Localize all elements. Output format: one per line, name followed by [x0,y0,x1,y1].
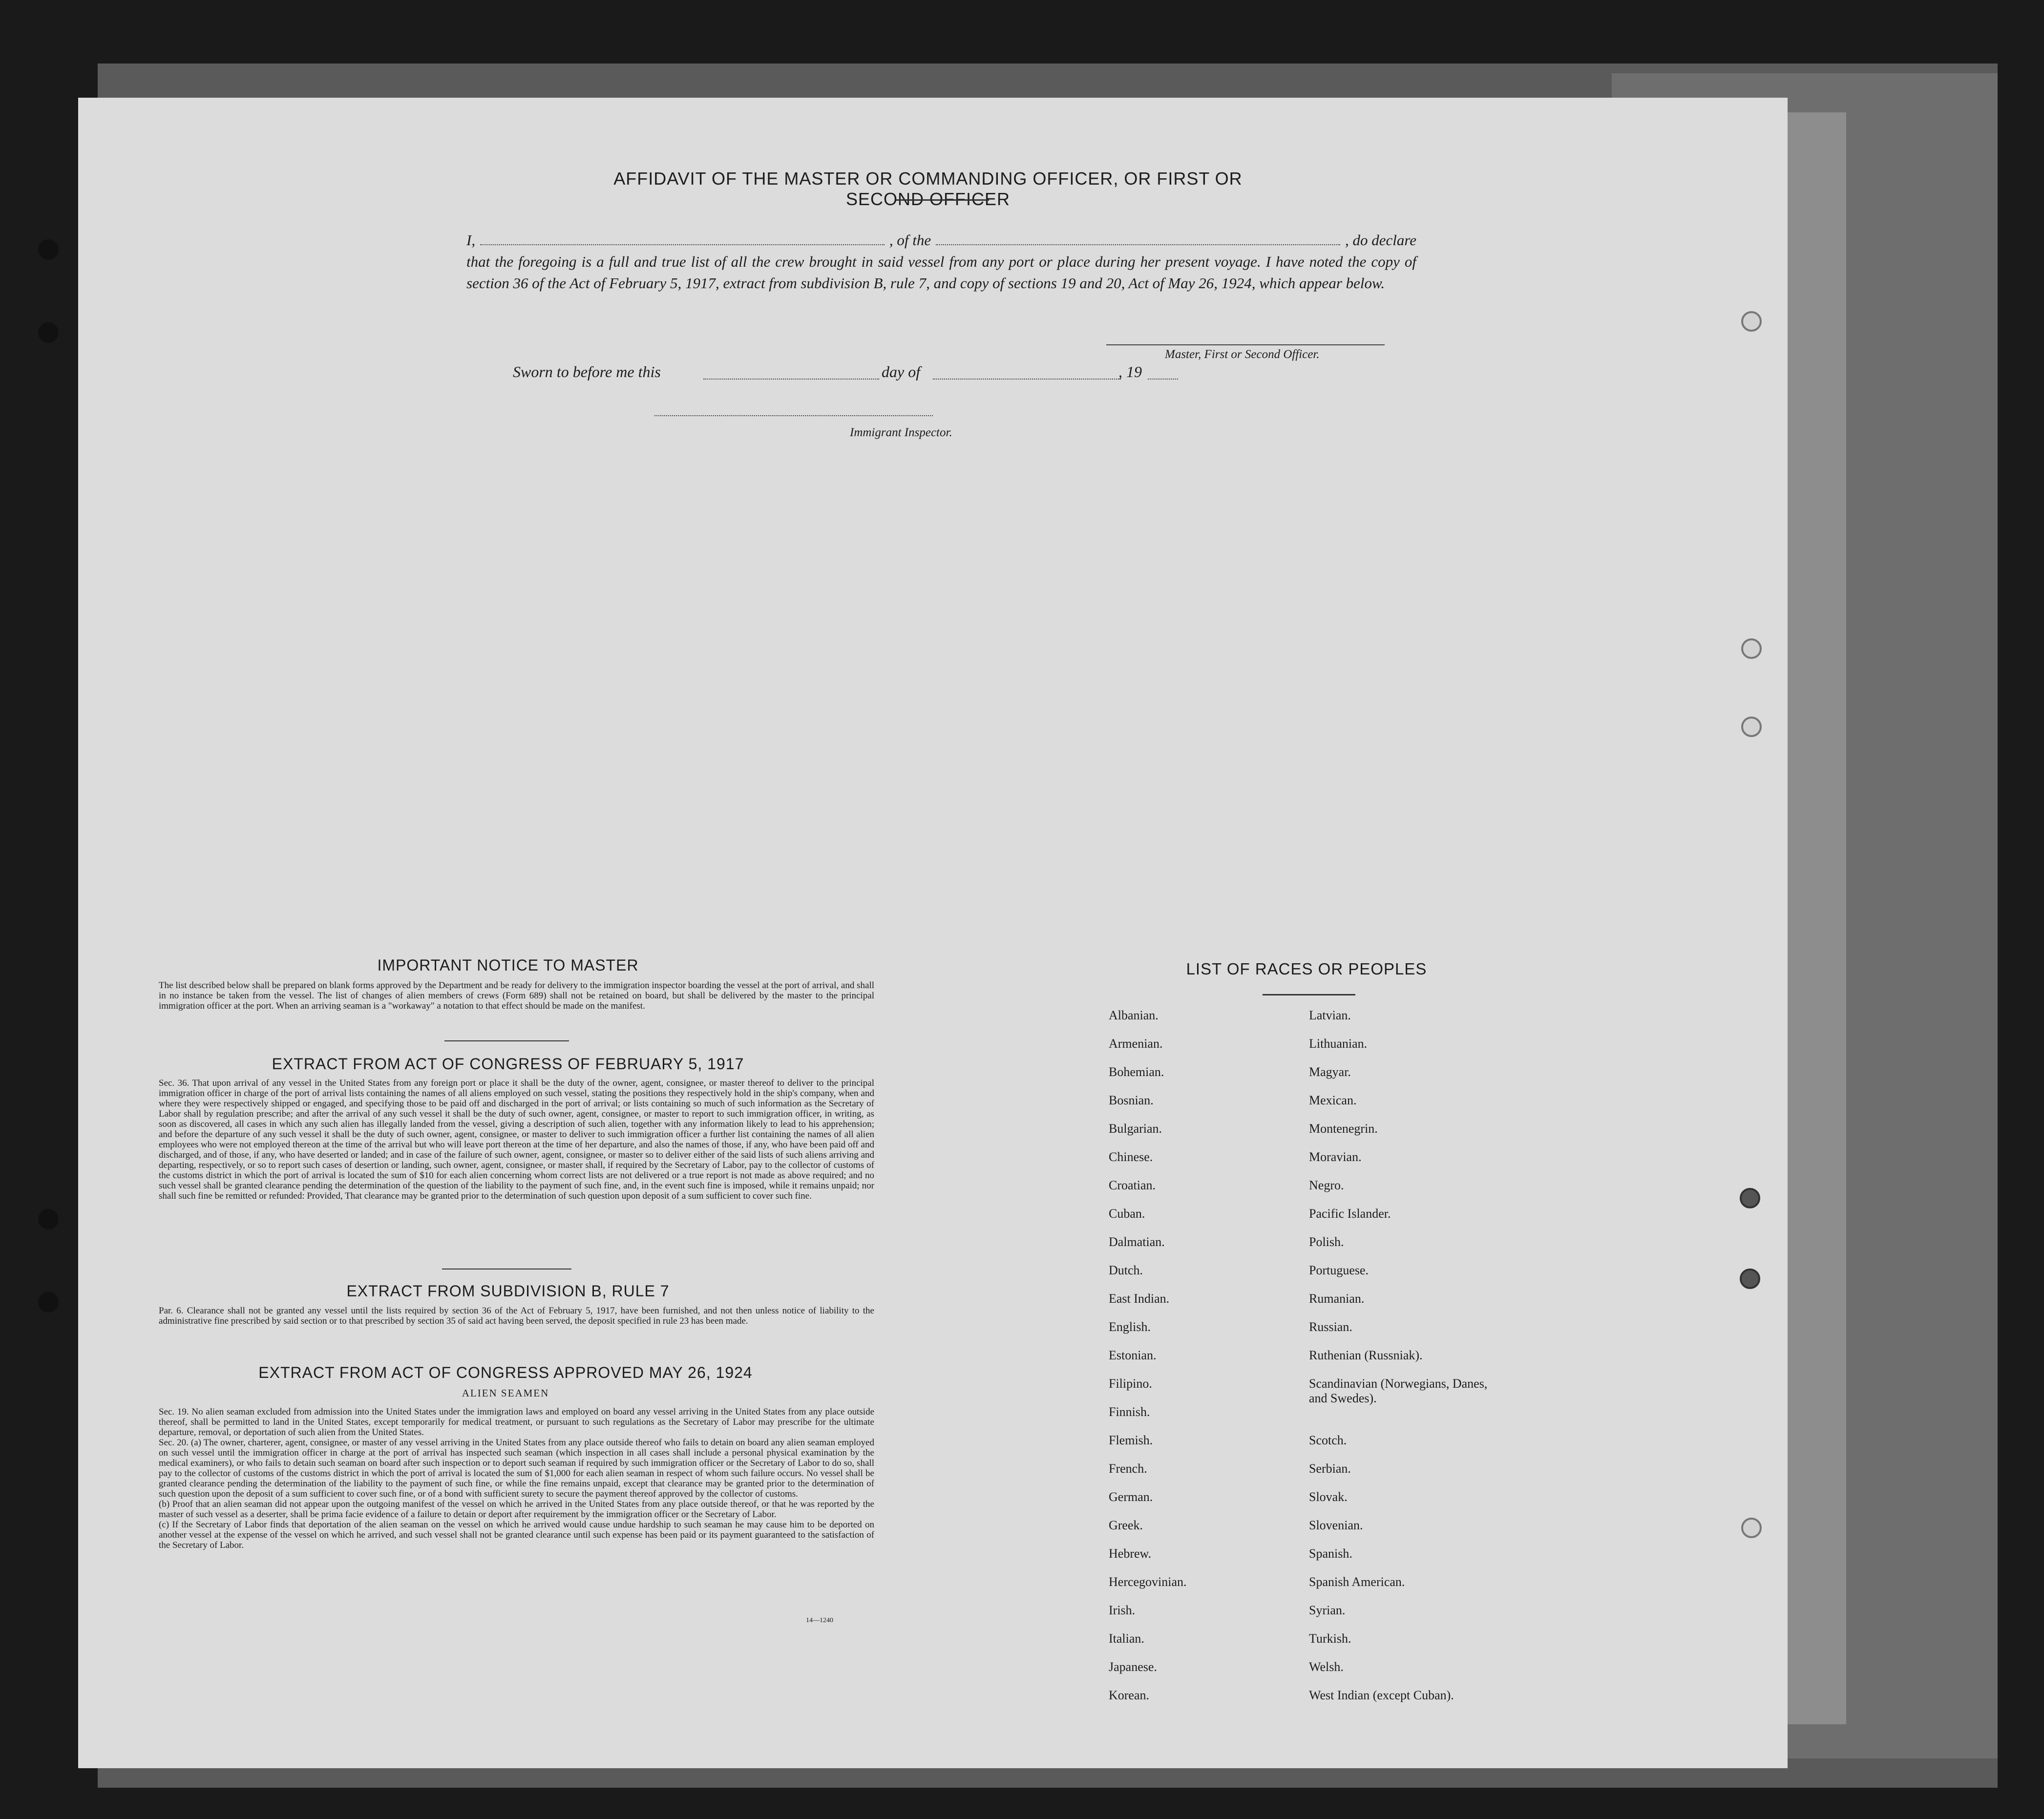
binding-hole [38,239,59,260]
binding-hole [38,1292,59,1312]
race-item: Magyar. [1309,1065,1351,1079]
alien-seamen-subtitle: ALIEN SEAMEN [462,1387,549,1399]
race-item: Welsh. [1309,1660,1344,1674]
race-item: Bohemian. [1109,1065,1164,1079]
binding-hole [38,1209,59,1229]
race-item: Irish. [1109,1603,1136,1617]
race-item: Greek. [1109,1518,1143,1532]
sec-19-text: Sec. 19. No alien seaman excluded from admission into the United States under the immigration laws and employed on board any vessel arriving in the United States from any place outside thereof, shall be permitted to land in the United States, except temporarily for medical treatment, or pursuant to such regulations as the Secretary of Labor may prescribe for the ultimate departure, removal, or deportation of such alien from the United States. [159,1407,874,1438]
declaration-body: that the foregoing is a full and true list of all the crew brought in said vessel from any port or place during her present voyage. I have noted the copy of section 36 of the Act of February 5, 1917, extract from subdivision B, rule 7, and copy of sections 19 and 20, Act of May 26, 1924, which appear below. [466,253,1416,292]
race-item: Croatian. [1109,1178,1156,1192]
race-item: Dutch. [1109,1263,1143,1277]
race-item: Portuguese. [1309,1263,1369,1277]
races-title-rule [1263,994,1355,995]
inspector-signature-line[interactable] [654,415,933,416]
race-item: East Indian. [1109,1291,1170,1306]
punch-hole [1741,638,1762,659]
race-item: Montenegrin. [1309,1121,1378,1136]
race-item: Lithuanian. [1309,1036,1368,1051]
race-item: Scotch. [1309,1433,1347,1447]
punch-hole [1741,717,1762,737]
of-the-label: , of the [889,232,931,249]
race-item: Finnish. [1109,1405,1150,1419]
race-item: Chinese. [1109,1150,1153,1164]
name-field[interactable] [480,233,885,245]
sec-20a-text: Sec. 20. (a) The owner, charterer, agent, consignee, or master of any vessel arriving in the United States from any place outside thereof who fails to detain on board any alien seaman employed on such vessel until the immigration officer in charge at the port of arrival has inspected such seaman (which inspection in all cases shall include a personal physical examination by the medical examiners), or who fails to detain such seaman on board after such inspection or to deport such seaman if required by such immigration officer or the Secretary of Labor to do so, shall pay to the collector of customs of the customs district in which the port of arrival is located the sum of $1,000 for each alien seaman in respect of whom such failure occurs. No vessel shall be granted clearance pending the determination of the liability to the payment of such fine, or while the fine remains unpaid, except that clearance may be granted prior to the determination of such question upon the deposit of a sum sufficient to cover such fine, or of a bond with sufficient surety to secure the payment thereof approved by the collector of customs. [159,1438,874,1499]
race-item: French. [1109,1461,1147,1476]
punch-hole [1741,1518,1762,1538]
act-1917-title: EXTRACT FROM ACT OF CONGRESS OF FEBRUARY 5, 1917 [272,1055,744,1073]
year-prefix: , 19 [1118,363,1142,381]
sec-20b-text: (b) Proof that an alien seaman did not appear upon the outgoing manifest of the vessel on which he arrived in the United States from any place outside thereof, or that he was reported by the master of such vessel as a deserter, shall be prima facie evidence of a failure to detain or deport after requirement by the immigration officer or the Secretary of Labor. [159,1499,874,1520]
race-item: Bulgarian. [1109,1121,1162,1136]
race-item: Bosnian. [1109,1093,1154,1107]
race-item: Armenian. [1109,1036,1163,1051]
race-item: Slovak. [1309,1490,1348,1504]
form-number: 14—1240 [806,1617,833,1624]
race-item: Turkish. [1309,1631,1351,1646]
race-item: Italian. [1109,1631,1144,1646]
section-rule [444,1040,569,1041]
race-item: Albanian. [1109,1008,1159,1022]
race-item: Pacific Islander. [1309,1206,1391,1221]
race-item: Spanish American. [1309,1575,1405,1589]
act-1917-text: Sec. 36. That upon arrival of any vessel in the United States from any foreign port or place it shall be the duty of the owner, agent, consignee, or master thereof to deliver to the principal immigration officer in charge of the port of arrival lists containing the names of all aliens employed on such vessel, stating the positions they respectively hold in the ship's company, when and where they were respectively shipped or engaged, and specifying those to be paid off and discharged in the port of arrival; or lists containing so much of such information as the Secretary of Labor shall by regulation prescribe; and after the arrival of any such vessel it shall be the duty of such owner, agent, consignee, or master to report to such immigration officer, in writing, as soon as discovered, all cases in which any such alien has illegally landed from the vessel, giving a description of such alien, together with any information likely to lead to his apprehension; and before the departure of any such vessel it shall be the duty of such owner, agent, consignee, or master to deliver to such immigration officer a further list containing the names of all alien employees who were not employed thereon at the time of the arrival but who will leave port thereon at the time of her departure, and also the names of those, if any, who have been paid off and discharged, and of those, if any, who have deserted or landed; and in case of the failure of such owner, agent, consignee, or master so to deliver either of the said lists of such aliens arriving and departing, respectively, or so to report such cases of desertion or landing, such owner, agent, consignee, or master shall, if required by the Secretary of Labor, pay to the collector of customs of the customs district in which the port of arrival is located the sum of $10 for each alien concerning whom correct lists are not delivered or a true report is not made as above required; and no such vessel shall be granted clearance pending the determination of the question of the liability to the payment of such fine, and, in the event such fine is imposed, while it remains unpaid; nor shall such fine be remitted or refunded: Provided, That clearance may be granted prior to the determination of such question upon deposit of a sum sufficient to cover such fine. [159,1078,874,1201]
affidavit-title: AFFIDAVIT OF THE MASTER OR COMMANDING OFFICER, OR FIRST OR SECOND OFFICER [613,169,1243,209]
race-item: Moravian. [1309,1150,1362,1164]
race-item: Japanese. [1109,1660,1157,1674]
race-item: Russian. [1309,1320,1352,1334]
race-item: Ruthenian (Russniak). [1309,1348,1423,1362]
race-item: Slovenian. [1309,1518,1363,1532]
rule-7-title: EXTRACT FROM SUBDIVISION B, RULE 7 [346,1282,670,1300]
race-item: West Indian (except Cuban). [1309,1688,1454,1702]
race-item: German. [1109,1490,1153,1504]
inspector-label: Immigrant Inspector. [850,426,952,439]
declaration-start: I, [466,232,476,249]
races-left-column [1109,1008,1187,1716]
rule-7-text: Par. 6. Clearance shall not be granted any vessel until the lists required by section 36 of the Act of February 5, 1917, have been furnished, and not then unless notice of liability to the administrative fine prescribed by said section or to that prescribed by section 35 of said act having been served, the deposit specified in rule 23 has been made. [159,1306,874,1326]
affidavit-declaration [466,230,1416,294]
vessel-field[interactable] [936,233,1340,245]
race-item: Mexican. [1309,1093,1357,1107]
race-item: Flemish. [1109,1433,1153,1447]
races-title: LIST OF RACES OR PEOPLES [1186,960,1427,978]
do-declare-label: , do declare [1345,232,1417,249]
race-item: Hebrew. [1109,1546,1152,1561]
punch-hole [1740,1269,1760,1289]
sec-20c-text: (c) If the Secretary of Labor finds that deportation of the alien seaman on the vessel on which he arrived would cause undue hardship to such seaman he may cause him to be deported on another vessel at the expense of the vessel on which he arrived, and such vessel shall not be granted clearance until such expense has been paid or its payment guaranteed to the satisfaction of the Secretary of Labor. [159,1520,874,1550]
master-signature-line[interactable] [1106,344,1385,345]
race-item: Latvian. [1309,1008,1351,1022]
sworn-label: Sworn to before me this [513,363,661,381]
sworn-day-field[interactable] [703,379,879,380]
title-rule [896,199,989,201]
act-1924-text [159,1407,874,1550]
race-item: Polish. [1309,1235,1344,1249]
race-item: Serbian. [1309,1461,1351,1476]
binding-hole [38,322,59,343]
sworn-year-field[interactable] [1148,379,1178,380]
race-item: Syrian. [1309,1603,1346,1617]
race-item: Rumanian. [1309,1291,1365,1306]
race-item: Negro. [1309,1178,1344,1192]
race-item: Hercegovinian. [1109,1575,1187,1589]
notice-title: IMPORTANT NOTICE TO MASTER [377,956,639,974]
notice-text: The list described below shall be prepared on blank forms approved by the Department and be ready for delivery to the immigration inspector boarding the vessel at the port of arrival, and shall in no instance be taken from the vessel. The list of changes of alien members of crews (Form 689) shall not be retained on board, but shall be delivered by the master to the principal immigration officer at the port. When an arriving seaman is a "workaway" a notation to that effect should be made on the manifest. [159,980,874,1011]
day-of-label: day of [882,363,921,381]
punch-hole [1741,311,1762,332]
race-item: Dalmatian. [1109,1235,1165,1249]
race-item: English. [1109,1320,1151,1334]
race-item: Filipino. [1109,1376,1152,1391]
master-signature-label: Master, First or Second Officer. [1165,348,1320,361]
race-item: Cuban. [1109,1206,1145,1221]
act-1924-title: EXTRACT FROM ACT OF CONGRESS APPROVED MAY 26, 1924 [258,1364,753,1381]
races-right-column [1309,1008,1495,1716]
punch-hole [1740,1188,1760,1208]
race-item: Scandinavian (Norwegians, Danes, and Swedes). [1309,1376,1488,1405]
race-item: Spanish. [1309,1546,1352,1561]
sworn-month-field[interactable] [933,379,1121,380]
race-item: Estonian. [1109,1348,1157,1362]
race-item: Korean. [1109,1688,1150,1702]
